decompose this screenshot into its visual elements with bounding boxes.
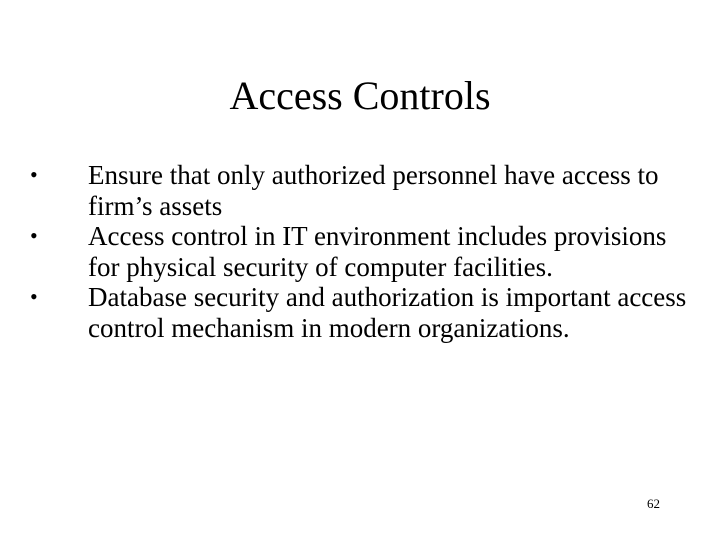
bullet-marker: • [30,223,38,248]
page-number: 62 [647,496,660,511]
bullet-list [30,160,690,343]
slide-title: Access Controls [229,73,491,118]
bullet-item [30,160,690,221]
bullet-marker: • [30,162,38,187]
bullet-item [30,221,690,282]
bullet-marker: • [30,284,38,309]
bullet-text: Ensure that only authorized personnel have access to firm’s assets [88,160,659,221]
bullet-text: Database security and authorization is important access control mechanism in modern organizations. [88,282,687,343]
bullet-item [30,282,690,343]
bullet-text: Access control in IT environment includes provisions for physical security of computer facilities. [88,221,667,282]
